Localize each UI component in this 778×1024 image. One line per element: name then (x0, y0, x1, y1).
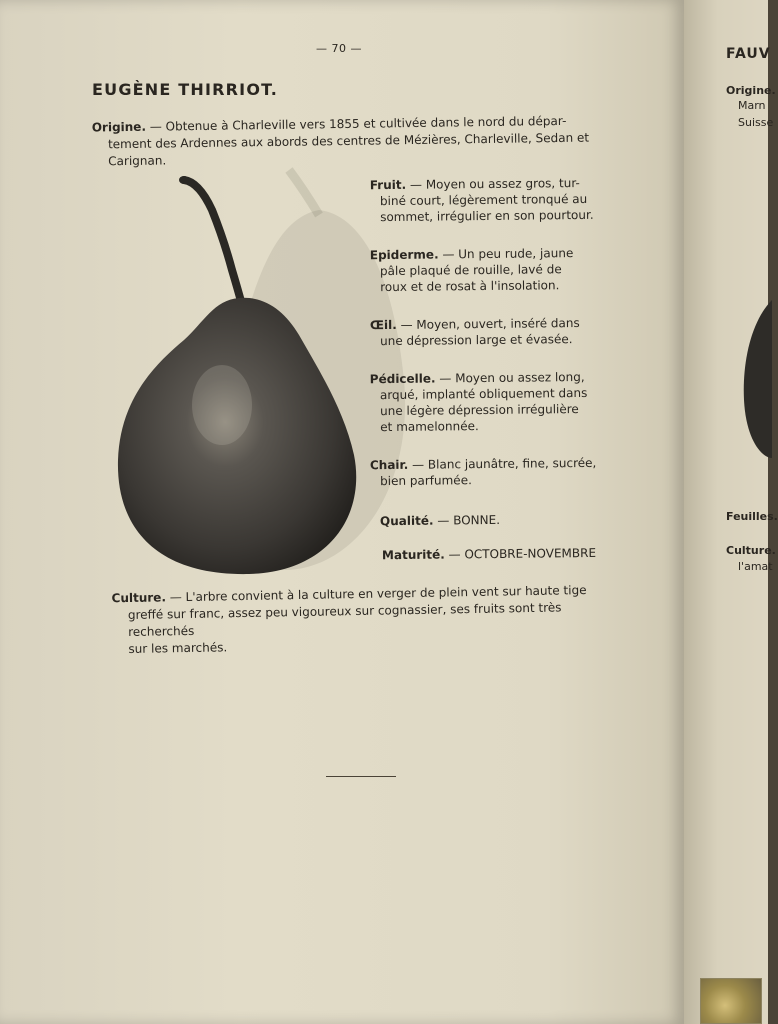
page-title: EUGÈNE THIRRIOT. (92, 80, 279, 99)
attr-label: Qualité. (379, 513, 434, 529)
attr-cont: biné court, légèrement tronqué au (379, 191, 588, 209)
attr-text: — Moyen, ouvert, inséré dans (396, 315, 580, 332)
attr-label: Epiderme. (369, 247, 439, 263)
page-number: — 70 — (316, 42, 362, 55)
right-origine-label: Origine. (726, 84, 776, 97)
attr-text: — BONNE. (433, 512, 501, 528)
ghost-stem (289, 170, 319, 215)
attr-cont: une dépression large et évasée. (380, 332, 573, 349)
attr-text: — Un peu rude, jaune (438, 246, 574, 262)
pear-stem (184, 180, 242, 305)
culture-line3: sur les marchés. (128, 640, 228, 657)
corner-thumbnail (700, 978, 762, 1024)
right-page (684, 0, 778, 1024)
attr-cont: roux et de rosat à l'insolation. (380, 278, 560, 295)
attr-oeil (370, 315, 598, 349)
culture-paragraph (111, 582, 604, 659)
culture-line1: — L'arbre convient à la culture en verger de plein vent sur haute tige (165, 583, 587, 605)
attr-label: Œil. (369, 317, 397, 333)
origine-line1: — Obtenue à Charleville vers 1855 et cultivée dans le nord du dépar- (145, 113, 567, 134)
attr-label: Chair. (369, 457, 409, 473)
attr-chair (370, 455, 598, 489)
attr-text: — Moyen ou assez gros, tur- (406, 175, 580, 192)
attr-label: Maturité. (381, 547, 445, 563)
attr-cont: bien parfumée. (380, 473, 472, 489)
attr-text: — OCTOBRE-NOVEMBRE (444, 545, 597, 562)
attr-cont: pâle plaqué de rouille, lavé de (379, 262, 562, 279)
right-line-b: Suisse (738, 116, 774, 129)
divider-rule (326, 776, 396, 777)
origine-line2: tement des Ardennes aux abords des centres de Mézières, Charleville, Sedan et (107, 130, 590, 152)
attr-text: — Moyen ou assez long, (435, 369, 585, 386)
right-title: FAUV (726, 46, 771, 62)
right-line-c: l'amat (738, 560, 773, 573)
attr-qualite (380, 511, 608, 529)
right-culture: Culture. (726, 544, 776, 557)
origine-line3: Carignan. (108, 153, 167, 169)
origine-label: Origine. (91, 119, 147, 135)
attr-text: — Blanc jaunâtre, fine, sucrée, (408, 455, 597, 472)
attr-fruit (370, 175, 598, 225)
attr-cont: une légère dépression irrégulière (380, 402, 579, 419)
culture-label: Culture. (111, 590, 167, 606)
attr-label: Pédicelle. (369, 371, 436, 387)
right-line-a: Marn (738, 99, 766, 112)
stem-tip (179, 176, 189, 184)
culture-line2: greffé sur franc, assez peu vigoureux sur cognassier, ses fruits sont très recherchés (127, 600, 562, 640)
attr-maturite (382, 545, 612, 563)
pear-illustration (104, 160, 364, 580)
attr-cont: sommet, irrégulier en son pourtour. (380, 207, 594, 225)
attr-pedicelle (370, 369, 599, 435)
attr-epiderme (370, 245, 598, 295)
pear-highlight (192, 365, 252, 445)
right-pear-edge (742, 300, 772, 460)
attr-cont: arqué, implanté obliquement dans (379, 385, 588, 403)
right-feuilles: Feuilles. (726, 510, 778, 523)
attr-cont: et mamelonnée. (380, 419, 479, 435)
attr-label: Fruit. (369, 177, 407, 193)
